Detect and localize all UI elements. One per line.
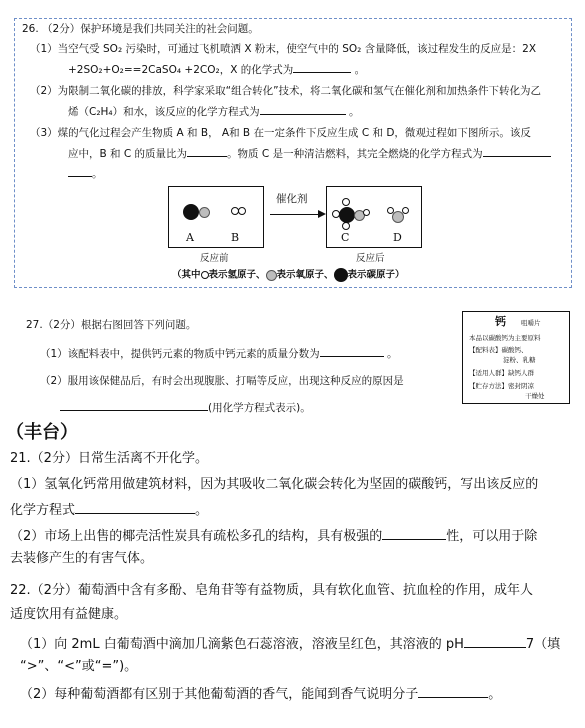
answer-blank[interactable]	[260, 104, 346, 115]
q22-part1-line1	[20, 634, 560, 654]
oxygen-legend-icon	[266, 270, 277, 281]
q22-part1-text: （1）向 2mL 白葡萄酒中滴加几滴紫色石蕊溶液，溶液呈红色，其溶液的 pH	[20, 637, 464, 652]
q22-part1-tail: 7（填	[525, 637, 561, 652]
q26-part3-line3	[68, 166, 103, 181]
answer-blank[interactable]	[382, 526, 446, 540]
q27-part2: （2）服用该保健品后，有时会出现腹胀、打嗝等反应，出现这种反应的原因是	[40, 375, 404, 387]
answer-blank[interactable]	[320, 346, 384, 357]
carbon-atom	[339, 207, 355, 223]
label-d: D	[393, 231, 402, 244]
hydrogen-atom	[342, 198, 350, 206]
label-line-6: 干燥处	[525, 392, 545, 400]
q22-header-line2: 适度饮用有益健康。	[10, 607, 128, 622]
after-reaction-box	[326, 186, 422, 248]
q26-part1-line2: +2SO₂+O₂==2CaSO₄ +2CO₂，X 的化学式为 。	[68, 64, 366, 76]
answer-blank[interactable]	[187, 146, 227, 157]
q22-part2-text: （2）每种葡萄酒都有区别于其他葡萄酒的香气，能闻到香气说明分子	[20, 687, 419, 702]
section-title: （丰台）	[6, 422, 78, 443]
hydrogen-atom	[342, 222, 350, 230]
q22-header: 22.（2分）葡萄酒中含有多酚、皂角苷等有益物质，具有软化血管、抗血栓的作用，成年人	[10, 583, 533, 598]
q26-part3-end: 。	[92, 168, 103, 180]
reaction-arrow-head	[318, 210, 326, 218]
q22-part1-line2: “>”、“<”或“=”)。	[20, 659, 138, 674]
answer-blank[interactable]	[483, 146, 551, 157]
carbon-atom	[183, 204, 199, 220]
label-b: B	[231, 231, 240, 244]
q26-part1-text: +2SO₂+O₂==2CaSO₄ +2CO₂，X 的化学式为	[68, 64, 294, 76]
label-line-1: 本品以碳酸钙为主要原料	[469, 334, 541, 342]
q27-part2-line2	[60, 400, 311, 415]
q27-part2-tail: (用化学方程式表示)。	[208, 402, 311, 414]
q27-part1-text: （1）该配料表中，提供钙元素的物质中钙元素的质量分数为	[40, 348, 320, 360]
legend-hydrogen: 表示氢原子、	[208, 269, 266, 281]
q26-part2-line1: （2）为限制二氧化碳的排放，科学家采取“组合转化”技术，将二氧化碳和氢气在催化剂和加热条件下转化为乙	[30, 85, 542, 97]
label-a: A	[186, 231, 194, 244]
q21-part2-tail: 性，可以用于除	[446, 529, 538, 544]
q21-part2-line2: 去装修产生的有害气体。	[10, 551, 154, 566]
catalyst-label: 催化剂	[276, 193, 308, 205]
legend-prefix: （其中	[172, 269, 201, 281]
hydrogen-atom	[238, 207, 246, 215]
q26-part3-text-a: 应中，B 和 C 的质量比为	[68, 148, 188, 160]
q22-part2	[20, 684, 501, 704]
q26-part1-line1: （1）当空气受 SO₂ 污染时，可通过飞机喷洒 X 粉末，使空气中的 SO₂ 含量降低，该过程发生的反应是：2X	[30, 43, 537, 55]
label-title: 钙	[495, 315, 506, 328]
before-caption: 反应前	[200, 253, 229, 264]
label-c: C	[341, 231, 350, 244]
answer-blank[interactable]	[68, 166, 92, 177]
q26-part3-line1: （3）煤的气化过程会产生物质 A 和 B， A和 B 在一定条件下反应生成 C 和 D，微观过程如下图所示。该反	[30, 127, 531, 139]
after-caption: 反应后	[356, 253, 385, 264]
answer-blank[interactable]	[60, 400, 208, 411]
q26-part2-text: 烯（C₂H₄）和水，该反应的化学方程式为	[68, 106, 260, 118]
q21-part2-line1	[10, 526, 537, 546]
q21-header: 21.（2分）日常生活离不开化学。	[10, 451, 208, 466]
q26-part2-line2: 烯（C₂H₄）和水，该反应的化学方程式为 。	[68, 106, 360, 118]
legend-oxygen: 表示氧原子、	[276, 269, 334, 281]
q26-header: 26. （2分）保护环境是我们共同关注的社会问题。	[22, 23, 259, 35]
calcium-product-label	[462, 311, 570, 404]
reaction-arrow	[270, 214, 320, 215]
label-title-sub: 咀嚼片	[521, 319, 541, 327]
label-line-2: 【配料表】碳酸钙、	[469, 346, 528, 354]
label-line-5: 【贮存方法】密封阴凉	[469, 382, 534, 390]
hydrogen-atom	[402, 207, 409, 214]
oxygen-atom	[199, 207, 210, 218]
answer-blank[interactable]	[75, 500, 195, 514]
q22-part2-tail: 。	[488, 687, 502, 702]
answer-blank[interactable]	[464, 634, 526, 648]
hydrogen-atom	[332, 210, 340, 218]
q27-header: 27.（2分）根据右图回答下列问题。	[26, 319, 197, 331]
answer-blank[interactable]	[293, 62, 351, 73]
carbon-legend-icon	[334, 268, 348, 282]
label-line-3: 淀粉、乳糖	[503, 356, 536, 364]
hydrogen-atom	[363, 209, 370, 216]
q26-part3-text-b: 。物质 C 是一种清洁燃料，其完全燃烧的化学方程式为	[227, 148, 483, 160]
q21-part1-line1: （1）氢氧化钙常用做建筑材料，因为其吸收二氧化碳会转化为坚固的碳酸钙，写出该反应的	[10, 477, 539, 492]
legend-carbon: 表示碳原子）	[347, 269, 405, 281]
q21-part1-text: 化学方程式	[10, 503, 76, 518]
q21-part1-line2: 化学方程式 。	[10, 500, 208, 520]
q27-part1: （1）该配料表中，提供钙元素的物质中钙元素的质量分数为 。	[40, 348, 398, 360]
answer-blank[interactable]	[418, 684, 488, 698]
q21-part2-text: （2）市场上出售的椰壳活性炭具有疏松多孔的结构，具有极强的	[10, 529, 383, 544]
q26-part3-line2	[68, 146, 551, 161]
before-reaction-box	[168, 186, 264, 248]
label-line-4: 【适用人群】缺钙人群	[469, 369, 534, 377]
diagram-legend	[172, 268, 405, 283]
hydrogen-legend-icon	[201, 271, 209, 279]
